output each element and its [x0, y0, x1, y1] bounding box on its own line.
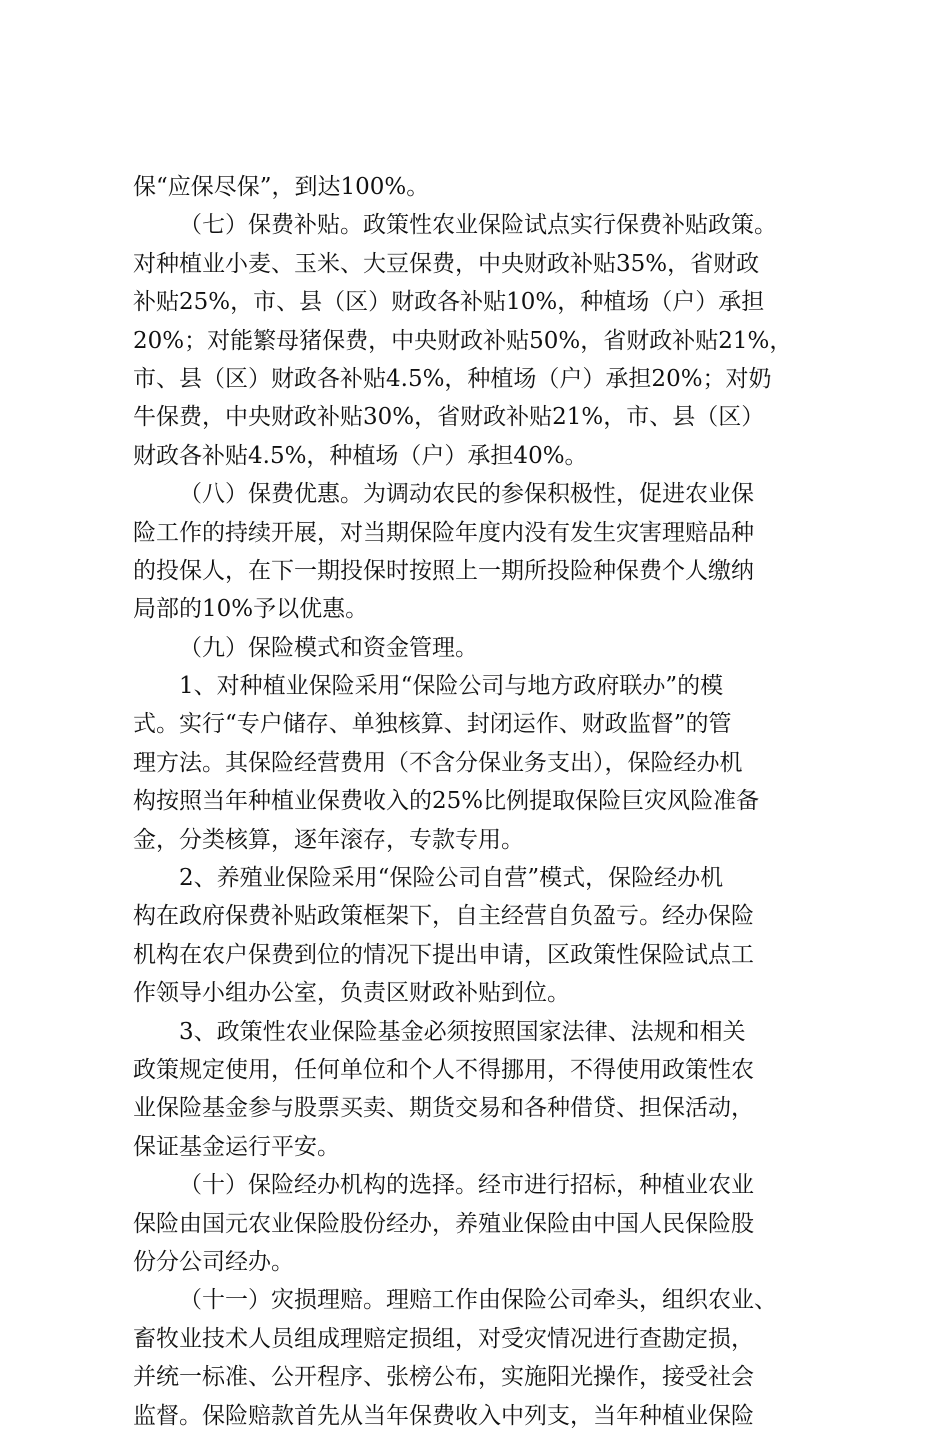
text-line: 机构在农户保费到位的情况下提出申请，区政策性保险试点工: [133, 941, 754, 968]
text-line: 1、对种植业保险采用“保险公司与地方政府联办”的模: [179, 673, 724, 700]
text-line: 份分公司经办。: [133, 1248, 294, 1275]
text-line: 作领导小组办公室，负责区财政补贴到位。: [133, 980, 570, 1007]
text-line: 畜牧业技术人员组成理赔定损组，对受灾情况进行查勘定损，: [133, 1325, 754, 1352]
text-line: 对种植业小麦、玉米、大豆保费，中央财政补贴35%，省财政: [133, 250, 760, 277]
text-line: 构按照当年种植业保费收入的25%比例提取保险巨灾风险准备: [133, 788, 760, 815]
text-line: 的投保人，在下一期投保时按照上一期所投险种保费个人缴纳: [133, 557, 754, 584]
text-line: 保“应保尽保”，到达100%。: [133, 174, 430, 200]
text-line: 市、县（区）财政各补贴4.5%，种植场（户）承担20%；对奶: [133, 365, 772, 392]
text-line: 监督。保险赔款首先从当年保费收入中列支，当年种植业保险: [133, 1402, 754, 1429]
text-line: 理方法。其保险经营费用（不含分保业务支出），保险经办机: [133, 749, 743, 776]
document-body: [133, 168, 833, 1435]
text-line: 式。实行“专户储存、单独核算、封闭运作、财政监督”的管: [133, 711, 732, 738]
text-line: 保证基金运行平安。: [133, 1133, 340, 1160]
text-line: （十）保险经办机构的选择。经市进行招标，种植业农业: [179, 1172, 754, 1199]
text-line: 局部的10%予以优惠。: [133, 596, 369, 623]
text-line: 牛保费，中央财政补贴30%，省财政补贴21%，市、县（区）: [133, 404, 765, 431]
text-line: 政策规定使用，任何单位和个人不得挪用，不得使用政策性农: [133, 1056, 754, 1083]
text-line: 保险由国元农业保险股份经办，养殖业保险由中国人民保险股: [133, 1210, 754, 1237]
text-line: 并统一标准、公开程序、张榜公布，实施阳光操作，接受社会: [133, 1364, 754, 1391]
text-line: 2、养殖业保险采用“保险公司自营”模式，保险经办机: [179, 865, 724, 892]
text-line: 20%；对能繁母猪保费，中央财政补贴50%，省财政补贴21%，: [133, 327, 793, 354]
text-line: 金，分类核算，逐年滚存，专款专用。: [133, 826, 524, 853]
text-line: 财政各补贴4.5%，种植场（户）承担40%。: [133, 442, 588, 469]
text-line: 补贴25%，市、县（区）财政各补贴10%，种植场（户）承担: [133, 289, 765, 316]
text-line: 险工作的持续开展，对当期保险年度内没有发生灾害理赔品种: [133, 519, 754, 546]
text-line: 业保险基金参与股票买卖、期货交易和各种借贷、担保活动，: [133, 1095, 754, 1122]
text-line: （十一）灾损理赔。理赔工作由保险公司牵头，组织农业、: [179, 1287, 777, 1314]
text-line: （八）保费优惠。为调动农民的参保积极性，促进农业保: [179, 481, 754, 508]
text-line: （九）保险模式和资金管理。: [179, 634, 478, 661]
text-line: 构在政府保费补贴政策框架下，自主经营自负盈亏。经办保险: [133, 903, 754, 930]
text-line: （七）保费补贴。政策性农业保险试点实行保费补贴政策。: [179, 212, 777, 239]
text-line: 3、政策性农业保险基金必须按照国家法律、法规和相关: [179, 1018, 746, 1045]
